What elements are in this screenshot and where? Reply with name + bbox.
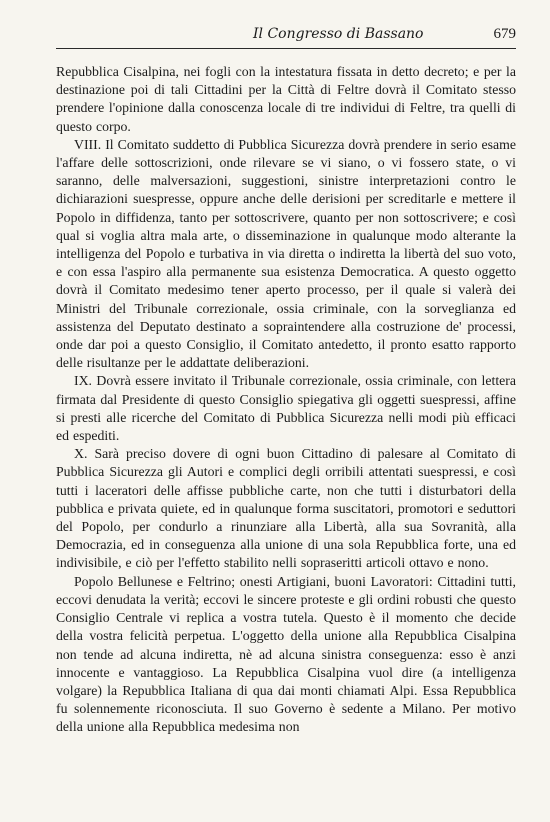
paragraph-article-viii: VIII. Il Comitato suddetto di Pubblica Sicurezza dovrà prendere in serio esame l'affare delle sottoscrizioni, onde rilevare se vi siano, o vi fossero state, o vi saranno, delle malversazioni, suggestioni, sinistre interpretazioni contro le dichiarazioni suespresse, oppure anche delle derisioni per screditarle e mettere il Popolo in diffidenza, tanto per sottoscrivere, quanto per non sottoscrivere; e così qual si voglia altra mala arte, o disseminazione in qualunque modo alterante la intelligenza del Popolo e turbativa in via diretta o indiretta la libertà del suo voto, e con essa l'aspiro alla permanente sua esistenza Democratica. A questo oggetto dovrà il Comitato medesimo tener aperto processo, per il quale si valerà dei Ministri del Tribunale correzionale, ossia criminale, con la sorveglianza ed assistenza del Deputato destinato a sopraintendere alla costruzione de' processi, onde dar poi a questo Consiglio, il Comitato antedetto, il pronto esatto rapporto delle risultanze per le addattate deliberazioni. <box>56 136 516 371</box>
running-title: Il Congresso di Bassano <box>253 26 424 42</box>
body-text <box>56 63 516 737</box>
paragraph-continuation: Repubblica Cisalpina, nei fogli con la intestatura fissata in detto decreto; e per la destinazione poi di tali Cittadini per la Città di Feltre dovrà il Comitato stesso prendere l'opinione dalla conoscenza locale di tre individui di Feltre, tra quelli di questo corpo. <box>56 64 516 134</box>
paragraph-proclamation: Popolo Bellunese e Feltrino; onesti Artigiani, buoni Lavoratori: Cittadini tutti, eccovi denudata la verità; eccovi le sincere proteste e gli ordini robusti che questo Consiglio Centrale vi replica a vostra tutela. Questo è il momento che decide della vostra felicità perpetua. L'oggetto della unione alla Repubblica Cisalpina non tende ad alcuna indiretta, nè ad alcuna sinistra conseguenza: esso è anzi innocente e vantaggioso. La Repubblica Cisalpina vuol dire (a intelligenza volgare) la Repubblica Italiana di qua dai monti chiamati Alpi. Essa Repubblica fu solennemente riconosciuta. Il suo Governo è sedente a Milano. Per motivo della unione alla Repubblica medesima non <box>56 573 516 735</box>
paragraph-article-x: X. Sarà preciso dovere di ogni buon Cittadino di palesare al Comitato di Pubblica Sicurezza gli Autori e complici degli orribili attentati suespressi, e così tutti i laceratori delle affisse pubbliche carte, non che tutti i disturbatori della pubblica e privata quiete, ed in qualunque forma suscitatori, promotori e seduttori del Popolo, per condurlo a rinunziare alla Libertà, alla sua Sovranità, alla Democrazia, ed in conseguenza alla unione di una sola Repubblica forte, una ed indivisibile, e ciò per l'effetto stabilito nelli sopraseritti articoli ottavo e nono. <box>56 446 516 571</box>
page-number: 679 <box>493 26 516 42</box>
running-header <box>56 26 516 49</box>
paragraph-article-ix: IX. Dovrà essere invitato il Tribunale correzionale, ossia criminale, con lettera firmata dal Presidente di questo Consiglio spiegativa gli oggetti suespressi, affine si presti alle ricerche del Comitato di Pubblica Sicurezza nelli modi più efficaci ed espediti. <box>56 373 516 444</box>
